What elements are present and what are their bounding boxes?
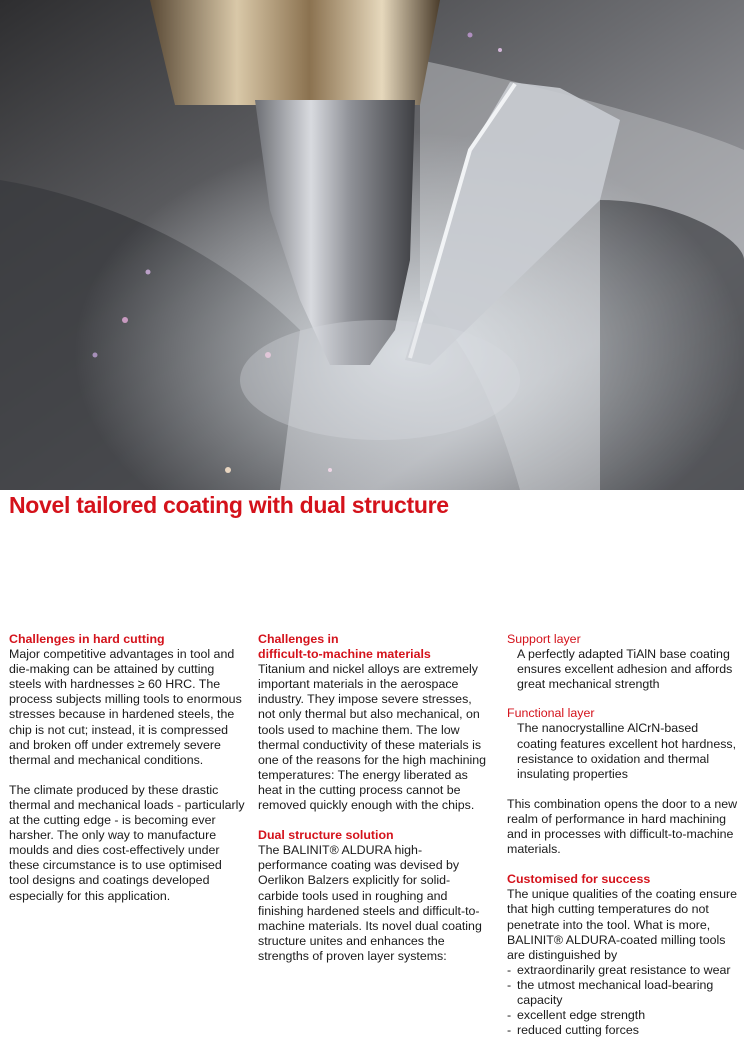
paragraph: The BALINIT® ALDURA high-performance coating was devised by Oerlikon Balzers explicitly for solid-carbide tools used in roughing and finishing hardened steels and difficult-to-machine materials. Its novel dual coating structure unites and enhances the strengths of proven layer systems: xyxy=(258,843,482,963)
paragraph: The unique qualities of the coating ensure that high cutting temperatures do not penetrate into the tool. What is more, BALINIT® ALDURA-coated milling tools are distinguished by xyxy=(507,887,738,962)
paragraph: Titanium and nickel alloys are extremely important materials in the aerospace industry. They impose severe stresses, not only thermal but also mechanical, on tools used to machine them. The low thermal conductivity of these materials is one of the reasons for the high machining temperatures: The energy liberated as heat in the cutting process cannot be removed quickly enough with the chips. xyxy=(258,662,486,813)
column-hard-cutting xyxy=(9,632,245,904)
hero-photo-milling-tool xyxy=(0,0,744,490)
heading-dual-structure: Dual structure solution xyxy=(258,828,394,843)
milling-photo xyxy=(0,0,744,490)
headline: Novel tailored coating with dual structure xyxy=(9,492,449,518)
column-layers xyxy=(507,632,739,1038)
text-support-layer: A perfectly adapted TiAlN base coating ensures excellent adhesion and affords great mechanical strength xyxy=(517,647,733,692)
text-functional-layer: The nanocrystalline AlCrN-based coating features excellent hot hardness, resistance to oxidation and thermal insulating properties xyxy=(517,721,737,781)
column-difficult-materials xyxy=(258,632,490,964)
heading-hard-cutting: Challenges in hard cutting xyxy=(9,632,165,646)
paragraph: The climate produced by these drastic thermal and mechanical loads - particularly at the cutting edge - is becoming ever harsher. The only way to manufacture moulds and dies cost-effectively under these circumstance is to use optimised tool designs and coatings developed especially for this application. xyxy=(9,782,245,903)
feature-list xyxy=(507,963,739,1038)
list-item: - the utmost mechanical load-bearing capacity xyxy=(507,978,739,1008)
label-functional-layer: Functional layer xyxy=(507,706,595,721)
heading-difficult-materials-line2: difficult-to-machine materials xyxy=(258,647,431,662)
paragraph: This combination opens the door to a new realm of performance in hard machining and in processes with difficult-to-machine materials. xyxy=(507,796,738,857)
paragraph: Major competitive advantages in tool and die-making can be attained by cutting steels with hardnesses ≥ 60 HRC. The process subjects milling tools to enormous stresses because in hardened steels, the chip is not cut; instead, it is compressed and broken off under extremely severe thermal and mechanical conditions. xyxy=(9,647,242,767)
heading-customised: Customised for success xyxy=(507,872,651,887)
label-support-layer: Support layer xyxy=(507,632,581,646)
list-item: - extraordinarily great resistance to wear xyxy=(507,963,739,978)
list-item: - reduced cutting forces xyxy=(507,1023,739,1038)
heading-difficult-materials-line1: Challenges in xyxy=(258,632,339,646)
list-item: - excellent edge strength xyxy=(507,1008,739,1023)
